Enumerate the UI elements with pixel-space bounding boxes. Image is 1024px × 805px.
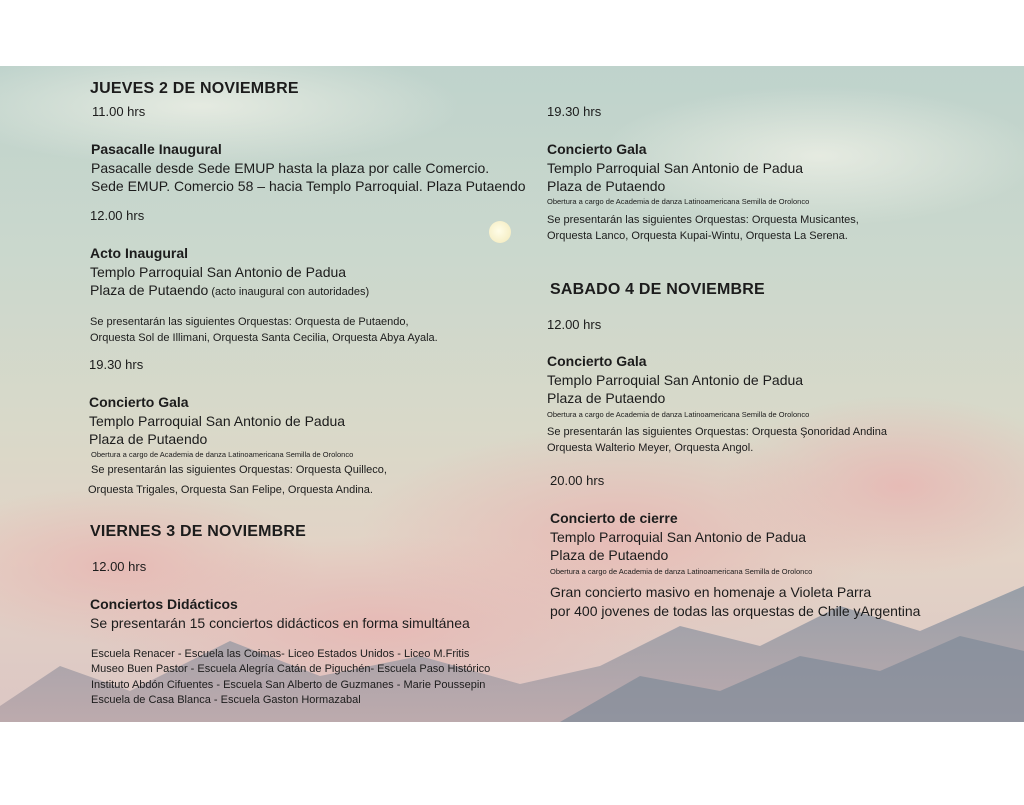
orchestra-list: Se presentarán las siguientes Orquestas: Orquesta de Putaendo, <box>90 316 409 328</box>
obertura-note: Obertura a cargo de Academia de danza Latinoamericana Semilla de Orolonco <box>547 410 810 419</box>
event-title-pasacalle: Pasacalle Inaugural <box>91 141 222 157</box>
event-line: Templo Parroquial San Antonio de Padua <box>550 529 807 545</box>
event-title-gala: Concierto Gala <box>547 353 647 369</box>
event-line: Plaza de Putaendo <box>547 390 666 406</box>
event-line: Se presentarán 15 conciertos didácticos en forma simultánea <box>90 615 470 631</box>
event-line: Plaza de Putaendo <box>550 547 669 563</box>
event-note: (acto inaugural con autoridades) <box>208 286 370 298</box>
event-line: Sede EMUP. Comercio 58 – hacia Templo Parroquial. Plaza Putaendo <box>91 178 526 194</box>
time-label: 11.00 hrs <box>92 104 146 119</box>
orchestra-list: Se presentarán las siguientes Orquestas: Orquesta Şonoridad Andina <box>547 426 887 438</box>
moon <box>489 221 511 243</box>
orchestra-list: Orquesta Lanco, Orquesta Kupai-Wintu, Orquesta La Serena. <box>547 230 848 242</box>
event-line: Templo Parroquial San Antonio de Padua <box>89 413 346 429</box>
time-label: 20.00 hrs <box>550 473 605 488</box>
schools-list: Escuela Renacer - Escuela las Coimas- Liceo Estados Unidos - Liceo M.Fritis <box>91 648 470 660</box>
event-line: Templo Parroquial San Antonio de Padua <box>90 264 347 280</box>
orchestra-list: Orquesta Trigales, Orquesta San Felipe, Orquesta Andina. <box>88 484 373 496</box>
event-line: por 400 jovenes de todas las orquestas de Chile yArgentina <box>550 603 921 619</box>
event-title-gala: Concierto Gala <box>547 141 647 157</box>
obertura-note: Obertura a cargo de Academia de danza Latinoamericana Semilla de Orolonco <box>550 567 813 576</box>
day-heading-sabado: SABADO 4 DE NOVIEMBRE <box>550 281 765 298</box>
schools-list: Escuela de Casa Blanca - Escuela Gaston Hormazabal <box>91 694 361 706</box>
schools-list: Museo Buen Pastor - Escuela Alegría Catán de Piguchén- Escuela Paso Histórico <box>91 663 491 675</box>
event-line: Templo Parroquial San Antonio de Padua <box>547 160 804 176</box>
event-line: Plaza de Putaendo <box>547 178 666 194</box>
schools-list: Instituto Abdón Cifuentes - Escuela San Alberto de Guzmanes - Marie Poussepin <box>91 679 486 691</box>
time-label: 19.30 hrs <box>547 104 602 119</box>
orchestra-list: Se presentarán las siguientes Orquestas: Orquesta Musicantes, <box>547 214 859 226</box>
obertura-note: Obertura a cargo de Academia de danza Latinoamericana Semilla de Orolonco <box>91 450 354 459</box>
event-line-text: Plaza de Putaendo <box>90 282 209 298</box>
time-label: 12.00 hrs <box>92 559 147 574</box>
day-heading-jueves: JUEVES 2 DE NOVIEMBRE <box>90 80 299 97</box>
orchestra-list: Orquesta Walterio Meyer, Orquesta Angol. <box>547 442 754 454</box>
event-line: Templo Parroquial San Antonio de Padua <box>547 372 804 388</box>
event-line: Pasacalle desde Sede EMUP hasta la plaza por calle Comercio. <box>91 160 490 176</box>
event-line: Gran concierto masivo en homenaje a Violeta Parra <box>550 584 872 600</box>
time-label: 12.00 hrs <box>547 317 602 332</box>
obertura-note: Obertura a cargo de Academia de danza Latinoamericana Semilla de Orolonco <box>547 197 810 206</box>
event-title-cierre: Concierto de cierre <box>550 510 678 526</box>
day-heading-viernes: VIERNES 3 DE NOVIEMBRE <box>90 523 307 540</box>
orchestra-list: Orquesta Sol de Illimani, Orquesta Santa Cecilia, Orquesta Abya Ayala. <box>90 332 438 344</box>
event-title-didacticos: Conciertos Didácticos <box>90 596 238 612</box>
time-label: 12.00 hrs <box>90 208 145 223</box>
event-line <box>90 282 369 298</box>
event-title-gala: Concierto Gala <box>89 394 189 410</box>
time-label: 19.30 hrs <box>89 357 144 372</box>
event-title-acto: Acto Inaugural <box>90 245 189 261</box>
event-line: Plaza de Putaendo <box>89 431 208 447</box>
orchestra-list: Se presentarán las siguientes Orquestas: Orquesta Quilleco, <box>91 464 387 476</box>
